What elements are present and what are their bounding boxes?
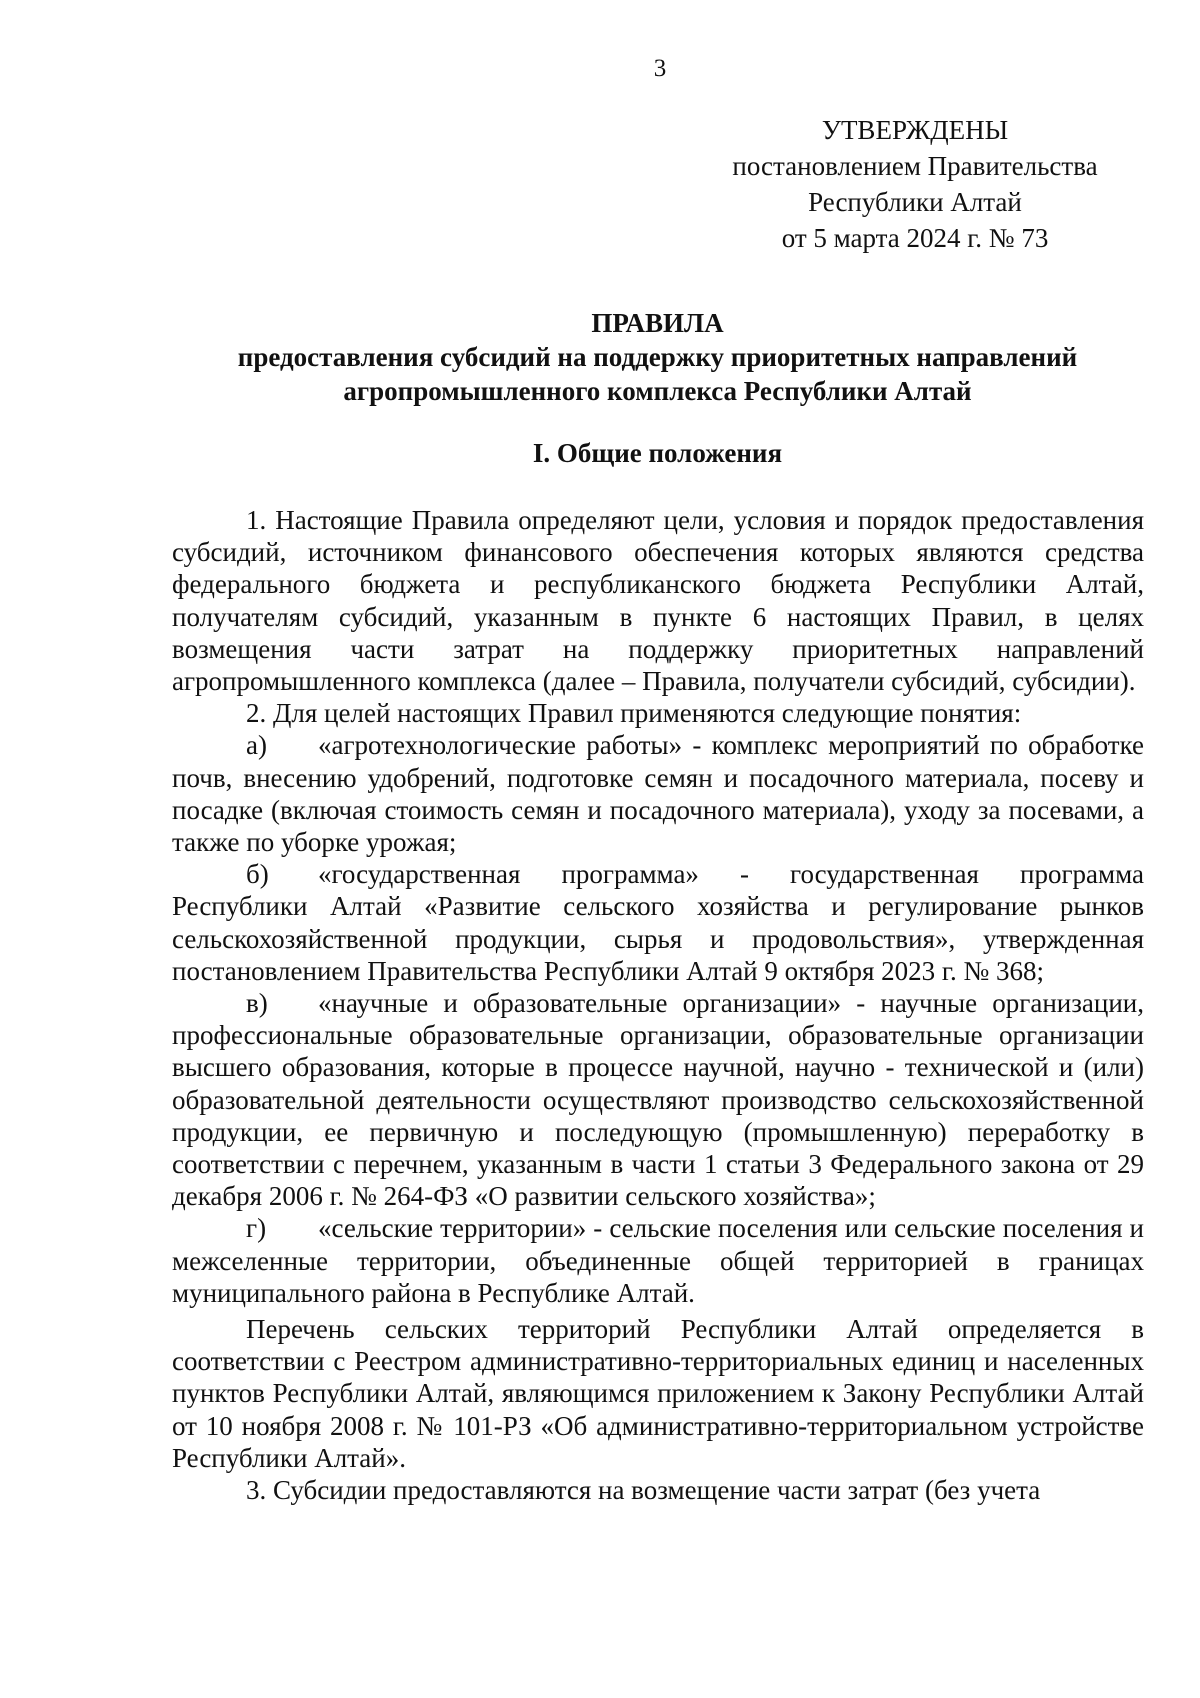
title-line-subject: предоставления субсидий на поддержку приоритетных направлений <box>237 342 1078 372</box>
definition-a-text: «агротехнологические работы» - комплекс мероприятий по обработке почв, внесению удобрений, подготовке семян и посадочного материала, посеву и посадке (включая стоимость семян и посадочного материала), уходу за посевами, а также по уборке урожая; <box>172 730 1144 858</box>
document-body <box>172 504 1144 1506</box>
title-line-complex: агропромышленного комплекса Республики Алтай <box>343 376 972 406</box>
document-title <box>170 306 1145 408</box>
definition-b-text: «государственная программа» - государственная программа Республики Алтай «Развитие сельского хозяйства и регулирование рынков сельскохозяйственной продукции, сырья и продовольствия», утвержденная постановлением Правительства Республики Алтай 9 октября 2023 г. № 368; <box>172 859 1144 986</box>
paragraph-rural-list: Перечень сельских территорий Республики Алтай определяется в соответствии с Реестром административно-территориальных единиц и населенных пунктов Республики Алтай, являющимся приложением к Закону Республики Алтай от 10 ноября 2008 г. № 101-РЗ «Об административно-территориальном устройстве Республики Алтай». <box>172 1314 1144 1473</box>
approval-line-date: от 5 марта 2024 г. № 73 <box>781 223 1049 253</box>
title-line-rules: ПРАВИЛА <box>591 308 724 338</box>
paragraph-2: 2. Для целей настоящих Правил применяются следующие понятия: <box>246 698 1022 729</box>
approval-line-resolution: постановлением Правительства <box>732 151 1098 181</box>
definition-g-text: «сельские территории» - сельские поселения или сельские поселения и межселенные территории, объединенные общей территорией в границах муниципального района в Республике Алтай. <box>172 1213 1144 1308</box>
paragraph-3: 3. Субсидии предоставляются на возмещение части затрат (без учета <box>246 1475 1041 1506</box>
page-number: 3 <box>653 55 667 82</box>
approval-line-approved: УТВЕРЖДЕНЫ <box>821 115 1009 145</box>
definition-g-marker: г) <box>246 1213 267 1244</box>
definition-a <box>172 729 1144 858</box>
definition-a-marker: а) <box>246 730 267 761</box>
approval-line-republic: Республики Алтай <box>808 187 1022 217</box>
definition-v-marker: в) <box>246 988 268 1019</box>
definition-v <box>172 987 1144 1212</box>
definition-b <box>172 858 1144 987</box>
approval-block <box>700 112 1130 256</box>
definition-b-marker: б) <box>246 859 269 890</box>
section-heading: I. Общие положения <box>532 438 783 468</box>
definition-g <box>172 1212 1144 1309</box>
definition-v-text: «научные и образовательные организации» - научные организации, профессиональные образовательные организации, образовательные организации высшего образования, которые в процессе научной, научно - технической и (или) образовательной деятельности осуществляют производство сельскохозяйственной продукции, ее первичную и последующую (промышленную) переработку в соответствии с перечнем, указанным в части 1 статьи 3 Федерального закона от 29 декабря 2006 г. № 264-ФЗ «О развитии сельского хозяйства»; <box>172 988 1144 1212</box>
paragraph-1: 1. Настоящие Правила определяют цели, условия и порядок предоставления субсидий, источником финансового обеспечения которых являются средства федерального бюджета и республиканского бюджета Республики Алтай, получателям субсидий, указанным в пункте 6 настоящих Правил, в целях возмещения части затрат на поддержку приоритетных направлений агропромышленного комплекса (далее – Правила, получатели субсидий, субсидии). <box>172 505 1144 697</box>
